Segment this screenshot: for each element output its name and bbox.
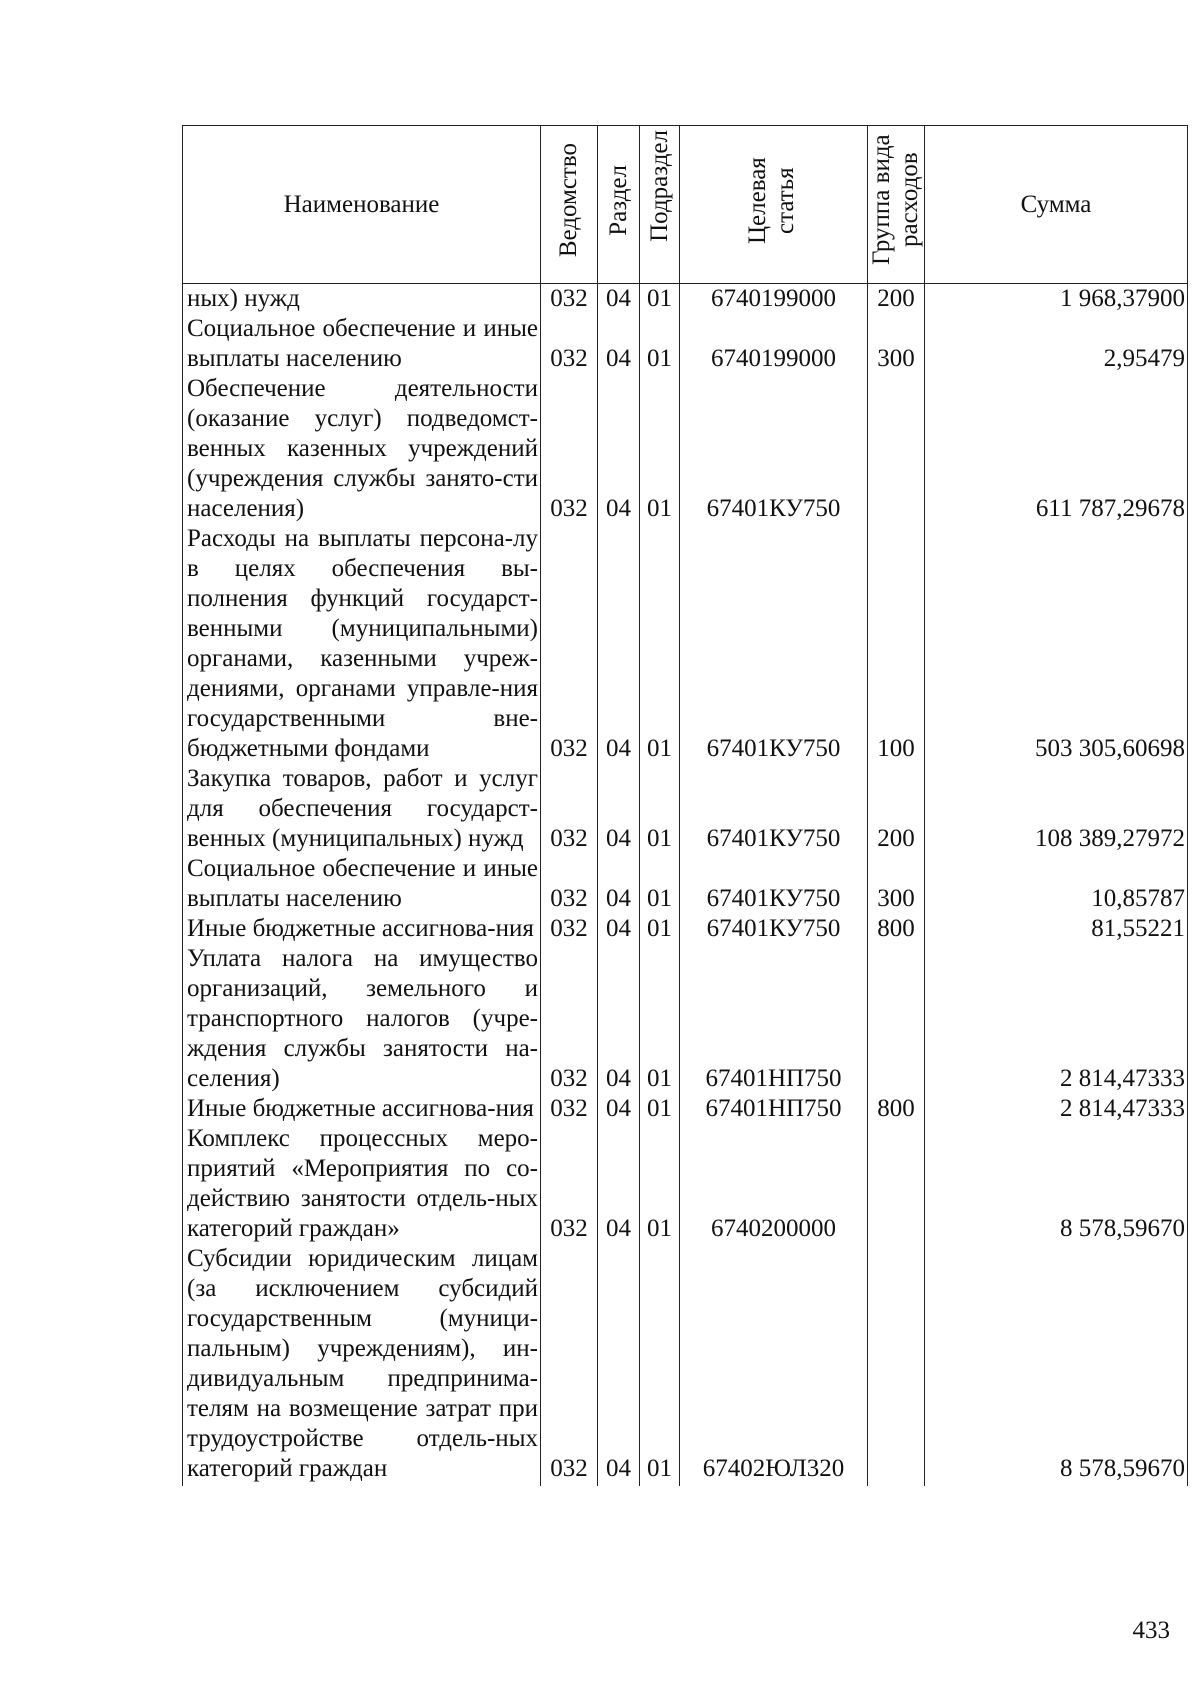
table-row <box>183 1244 1188 1486</box>
header-razdel: Раздел <box>598 126 640 284</box>
row-name: Иные бюджетные ассигнова-ния <box>183 914 541 944</box>
row-podrazdel: 01 <box>640 374 680 524</box>
row-celevaya: 67401КУ750 <box>680 914 868 944</box>
row-name: Субсидии юридическим лицам (за исключением субсидий государственным (муници-пальным) учреждениям), ин-дивидуальным предпринима-телям на возмещение затрат при трудоустройстве отдель-ных категорий граждан <box>183 1244 541 1486</box>
row-name: Социальное обеспечение и иные выплаты населению <box>183 314 541 374</box>
header-summa: Сумма <box>925 126 1188 284</box>
row-vedomstvo: 032 <box>541 1244 598 1486</box>
row-celevaya: 6740199000 <box>680 284 868 315</box>
row-podrazdel: 01 <box>640 1094 680 1124</box>
row-summa: 81,55221 <box>925 914 1188 944</box>
row-razdel: 04 <box>598 944 640 1094</box>
header-vedomstvo: Ведомство <box>541 126 598 284</box>
row-vedomstvo: 032 <box>541 314 598 374</box>
row-celevaya: 67401КУ750 <box>680 374 868 524</box>
row-gruppa <box>868 1124 925 1244</box>
table-row <box>183 914 1188 944</box>
row-summa: 2 814,47333 <box>925 1094 1188 1124</box>
table-row <box>183 524 1188 764</box>
table-body <box>183 284 1188 1487</box>
row-vedomstvo: 032 <box>541 764 598 854</box>
row-summa: 8 578,59670 <box>925 1244 1188 1486</box>
row-celevaya: 67401НП750 <box>680 1094 868 1124</box>
row-podrazdel: 01 <box>640 764 680 854</box>
row-summa: 2 814,47333 <box>925 944 1188 1094</box>
row-name: Закупка товаров, работ и услуг для обеспечения государст-венных (муниципальных) нужд <box>183 764 541 854</box>
row-podrazdel: 01 <box>640 854 680 914</box>
row-gruppa: 800 <box>868 914 925 944</box>
table-row <box>183 854 1188 914</box>
row-name: Иные бюджетные ассигнова-ния <box>183 1094 541 1124</box>
row-summa: 108 389,27972 <box>925 764 1188 854</box>
row-razdel: 04 <box>598 374 640 524</box>
row-gruppa <box>868 1244 925 1486</box>
row-gruppa: 800 <box>868 1094 925 1124</box>
row-celevaya: 6740200000 <box>680 1124 868 1244</box>
row-celevaya: 67401КУ750 <box>680 524 868 764</box>
row-name: ных) нужд <box>183 284 541 315</box>
row-celevaya: 67401КУ750 <box>680 854 868 914</box>
table-header <box>183 126 1188 284</box>
row-vedomstvo: 032 <box>541 284 598 315</box>
row-celevaya: 6740199000 <box>680 314 868 374</box>
row-summa: 611 787,29678 <box>925 374 1188 524</box>
row-summa: 1 968,37900 <box>925 284 1188 315</box>
row-gruppa: 200 <box>868 764 925 854</box>
row-name: Социальное обеспечение и иные выплаты населению <box>183 854 541 914</box>
row-summa: 2,95479 <box>925 314 1188 374</box>
header-gruppa: Группа вида расходов <box>868 126 925 284</box>
header-name: Наименование <box>183 126 541 284</box>
row-vedomstvo: 032 <box>541 1094 598 1124</box>
row-celevaya: 67401НП750 <box>680 944 868 1094</box>
row-razdel: 04 <box>598 914 640 944</box>
row-podrazdel: 01 <box>640 1244 680 1486</box>
row-summa: 8 578,59670 <box>925 1124 1188 1244</box>
row-gruppa: 100 <box>868 524 925 764</box>
row-name: Комплекс процессных меро-приятий «Мероприятия по со-действию занятости отдель-ных категорий граждан» <box>183 1124 541 1244</box>
row-summa: 10,85787 <box>925 854 1188 914</box>
row-podrazdel: 01 <box>640 284 680 315</box>
row-razdel: 04 <box>598 854 640 914</box>
row-celevaya: 67401КУ750 <box>680 764 868 854</box>
row-celevaya: 67402ЮЛ320 <box>680 1244 868 1486</box>
row-name: Уплата налога на имущество организаций, земельного и транспортного налогов (учре-ждения службы занятости на-селения) <box>183 944 541 1094</box>
table-row <box>183 284 1188 315</box>
header-podrazdel: Подраздел <box>640 126 680 284</box>
row-gruppa <box>868 944 925 1094</box>
row-podrazdel: 01 <box>640 314 680 374</box>
table-row <box>183 764 1188 854</box>
row-summa: 503 305,60698 <box>925 524 1188 764</box>
row-podrazdel: 01 <box>640 914 680 944</box>
row-gruppa: 200 <box>868 284 925 315</box>
row-name: Расходы на выплаты персона-лу в целях обеспечения вы-полнения функций государст-венными (муниципальными) органами, казенными учреж-дениями, органами управле-ния государственными вне-бюджетными фондами <box>183 524 541 764</box>
table-row <box>183 944 1188 1094</box>
row-vedomstvo: 032 <box>541 374 598 524</box>
row-razdel: 04 <box>598 1124 640 1244</box>
table-row <box>183 314 1188 374</box>
row-razdel: 04 <box>598 284 640 315</box>
row-razdel: 04 <box>598 764 640 854</box>
row-gruppa <box>868 374 925 524</box>
row-razdel: 04 <box>598 524 640 764</box>
row-vedomstvo: 032 <box>541 1124 598 1244</box>
row-podrazdel: 01 <box>640 944 680 1094</box>
row-vedomstvo: 032 <box>541 854 598 914</box>
table-row <box>183 1094 1188 1124</box>
row-vedomstvo: 032 <box>541 914 598 944</box>
row-vedomstvo: 032 <box>541 524 598 764</box>
budget-table <box>182 125 1188 1486</box>
table-row <box>183 1124 1188 1244</box>
row-gruppa: 300 <box>868 854 925 914</box>
row-name: Обеспечение деятельности (оказание услуг) подведомст-венных казенных учреждений (учреждения службы занято-сти населения) <box>183 374 541 524</box>
row-podrazdel: 01 <box>640 524 680 764</box>
row-razdel: 04 <box>598 1244 640 1486</box>
row-vedomstvo: 032 <box>541 944 598 1094</box>
row-podrazdel: 01 <box>640 1124 680 1244</box>
table-row <box>183 374 1188 524</box>
row-razdel: 04 <box>598 314 640 374</box>
row-gruppa: 300 <box>868 314 925 374</box>
page-number: 433 <box>1132 1617 1170 1644</box>
row-razdel: 04 <box>598 1094 640 1124</box>
header-celevaya: Целевая статья <box>680 126 868 284</box>
